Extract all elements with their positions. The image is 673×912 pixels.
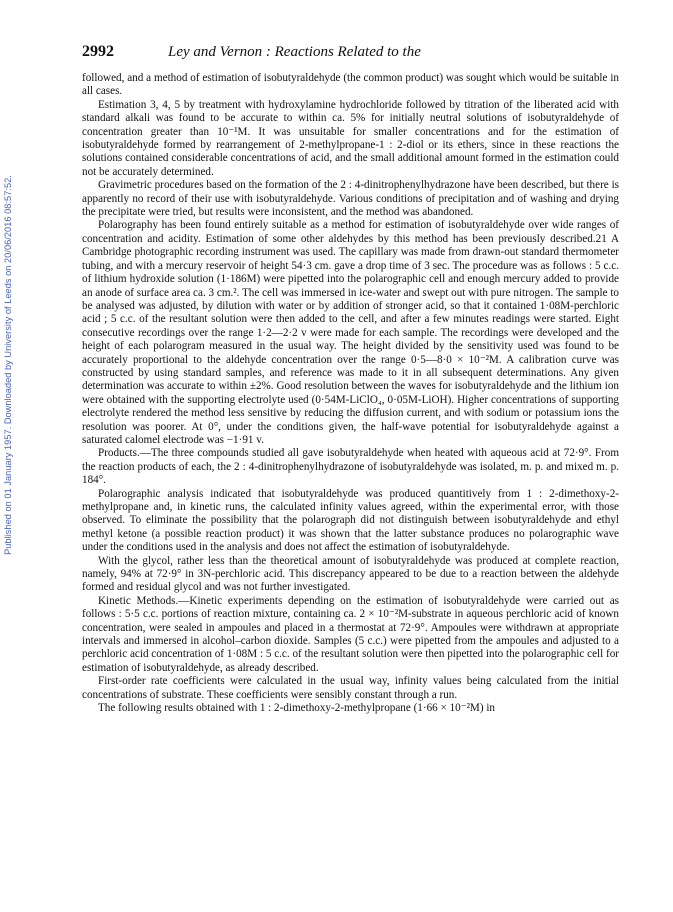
paragraph: followed, and a method of estimation of isobutyraldehyde (the common product) was sought which would be suitable in all cases. <box>82 72 619 98</box>
page-header <box>82 43 619 63</box>
paragraph: The following results obtained with 1 : 2-dimethoxy-2-methylpropane (1·66 × 10⁻²M) in <box>98 702 495 715</box>
paragraph: Polarographic analysis indicated that isobutyraldehyde was produced quantitively from 1 : 2-dimethoxy-2-methylpropane and, in kinetic runs, the calculated infinity values agreed, within the experimental error, with those observed. To eliminate the possibility that the polarograph did not distinguish between isobutyraldehyde and ethyl methyl ketone (a possible reaction product) it was shown that the latter substance produces no polarographic wave under the conditions used in the analysis and does not affect the estimation of isobutyraldehyde. <box>82 487 619 554</box>
download-notice: Published on 01 January 1957. Downloaded by University of Leeds on 20/06/2016 08:57:52. <box>3 175 13 555</box>
page-number: 2992 <box>82 43 114 60</box>
paragraph: Products.—The three compounds studied all gave isobutyraldehyde when heated with aqueous acid at 72·9°. From the reaction products of each, the 2 : 4-dinitrophenylhydrazone of isobutyraldehyde was isolated, m. p. and mixed m. p. 184°. <box>82 447 619 487</box>
paragraph: First-order rate coefficients were calculated in the usual way, infinity values being calculated from the initial concentrations of substrate. These coefficients were sensibly constant through a run. <box>82 675 619 701</box>
paragraph: With the glycol, rather less than the theoretical amount of isobutyraldehyde was produced at complete reaction, namely, 94% at 72·9° in 3N-perchloric acid. This discrepancy appeared to be due to a reaction between the aldehyde formed and residual glycol and was not further investigated. <box>82 554 619 594</box>
article-body <box>82 72 619 716</box>
paragraph: Polarography has been found entirely suitable as a method for estimation of isobutyraldehyde over wide ranges of concentration and acidity. Estimation of some other aldehydes by this method has been previously described.21 A Cambridge photographic recording instrument was used. The capillary was made from drawn-out standard thermometer tubing, and with a mercury reservoir of height 54·3 cm. gave a drop time of 3 sec. The procedure was as follows : 5 c.c. of lithium hydroxide solution (1·186M) were pipetted into the polarographic cell and enough mercury added to provide an anode of surface area ca. 3 cm.². The cell was immersed in ice-water and swept out with pure nitrogen. The sample to be analysed was adjusted, by dilution with water or by addition of stronger acid, so that it contained 1·08M-perchloric acid ; 5 c.c. of the resultant solution were then added to the cell, and after a few minutes readings were started. Eight consecutive recordings over the range 1·2—2·2 v were made for each sample. The recordings were developed and the height of each polarogram measured in the usual way. The height divided by the sensitivity used was found to be accurately proportional to the aldehyde concentration over the range 0·5—8·0 × 10⁻²M. A calibration curve was constructed by using standard samples, and reference was made to it in all subsequent determinations. Any given determination was accurate to within ±2%. Good resolution between the waves for isobutyraldehyde and the lithium ion were obtained with the supporting electrolyte used (0·54M-LiClO₄, 0·05M-LiOH). Higher concentrations of supporting electrolyte rendered the method less sensitive by reducing the diffusion current, and with sodium or potassium ions the resolution was poorer. At 0°, under the conditions given, the half-wave potential for isobutyraldehyde against a saturated calomel electrode was −1·91 v. <box>82 219 619 446</box>
paragraph: Estimation 3, 4, 5 by treatment with hydroxylamine hydrochloride followed by titration of the liberated acid with standard alkali was found to be accurate to within ca. 5% for initially neutral solutions of isobutyraldehyde of concentration greater than 10⁻¹M. It was unsuitable for smaller concentrations and for the estimation of isobutyraldehyde formed by rearrangement of 2-methylpropane-1 : 2-diol or its ethers, since in these reactions the solutions contained considerable concentrations of acid, and the small additional amount formed in the estimation could not be accurately determined. <box>82 98 619 178</box>
paragraph: Gravimetric procedures based on the formation of the 2 : 4-dinitrophenylhydrazone have been described, but there is apparently no record of their use with isobutyraldehyde. Various conditions of precipitation and of washing and drying the precipitate were tried, but results were inconsistent, and the method was abandoned. <box>82 179 619 219</box>
running-head: Ley and Vernon : Reactions Related to the <box>168 44 421 60</box>
paragraph: Kinetic Methods.—Kinetic experiments depending on the estimation of isobutyraldehyde were carried out as follows : 5·5 c.c. portions of reaction mixture, containing ca. 2 × 10⁻²M-substrate in aqueous perchloric acid of known concentration, were sealed in ampoules and placed in a thermostat at 72·9°. Ampoules were withdrawn at appropriate intervals and immersed in alcohol–carbon dioxide. Samples (5 c.c.) were pipetted from the ampoules and adjusted to a perchloric acid concentration of 1·08M : 5 c.c. of the resultant solution were then pipetted into the polarographic cell for estimation of isobutyraldehyde, as already described. <box>82 594 619 674</box>
download-watermark <box>2 150 14 580</box>
